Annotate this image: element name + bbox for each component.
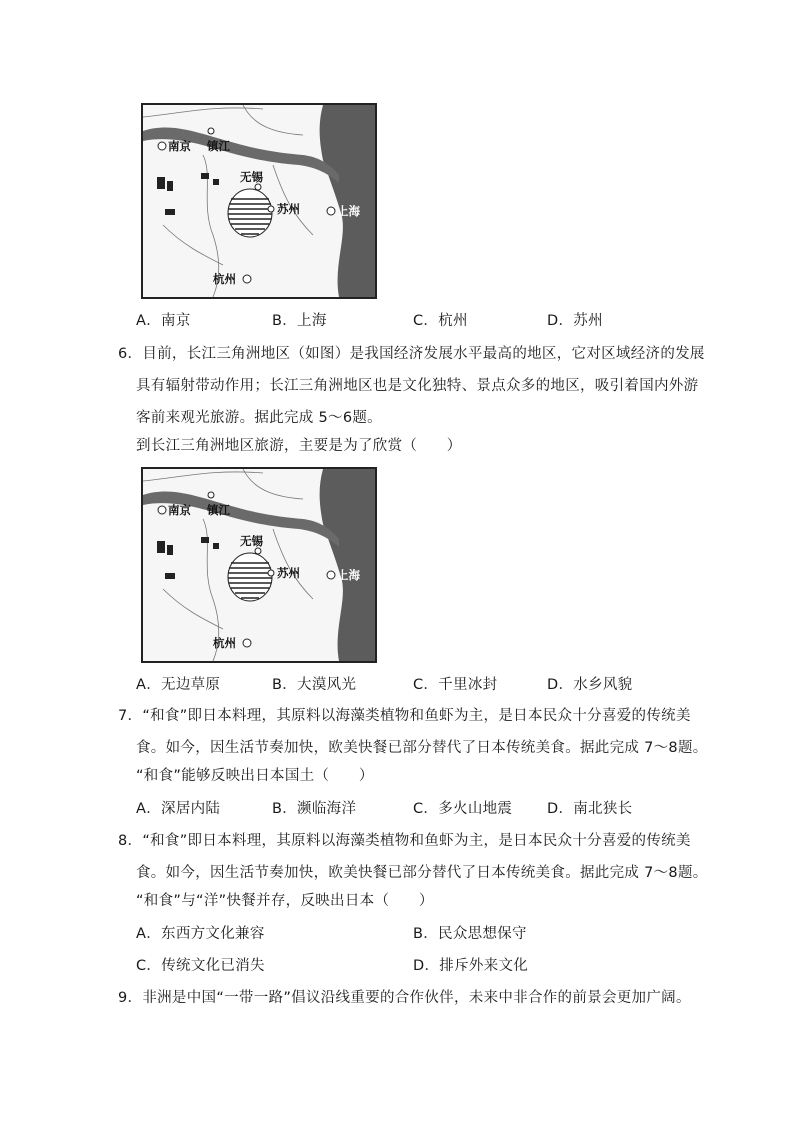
q5-option-b: B．上海 bbox=[272, 313, 327, 329]
q6-option-a: A．无边草原 bbox=[136, 677, 221, 693]
label-shanghai: 上海 bbox=[337, 204, 360, 218]
label-suzhou: 苏州 bbox=[277, 566, 300, 580]
yangtze-delta-map-1 bbox=[141, 103, 377, 299]
q6-line-3: 客前来观光旅游。据此完成 5～6题。 bbox=[136, 410, 382, 426]
q8-stem: “和食”与“洋”快餐并存，反映出日本（ ） bbox=[136, 893, 434, 909]
label-nanjing: 南京 bbox=[168, 139, 191, 153]
q6-line-2: 具有辐射带动作用；长江三角洲地区也是文化独特、景点众多的地区，吸引着国内外游 bbox=[136, 378, 699, 394]
label-hangzhou: 杭州 bbox=[213, 272, 236, 286]
q8-line-1: 8．“和食”即日本料理，其原料以海藻类植物和鱼虾为主，是日本民众十分喜爱的传统美 bbox=[118, 833, 691, 849]
q7-stem: “和食”能够反映出日本国土（ ） bbox=[136, 768, 374, 784]
q5-option-a: A．南京 bbox=[136, 313, 191, 329]
label-suzhou: 苏州 bbox=[277, 202, 300, 216]
q6-option-b: B．大漠风光 bbox=[272, 677, 357, 693]
label-wuxi: 无锡 bbox=[240, 534, 263, 548]
q8-option-c: C．传统文化已消失 bbox=[136, 958, 265, 974]
q8-option-d: D．排斥外来文化 bbox=[413, 958, 529, 974]
q8-option-a: A．东西方文化兼容 bbox=[136, 926, 265, 942]
yangtze-delta-map-2 bbox=[141, 467, 377, 663]
q7-option-a: A．深居内陆 bbox=[136, 801, 221, 817]
q9-line-1: 9．非洲是中国“一带一路”倡议沿线重要的合作伙伴，未来中非合作的前景会更加广阔。 bbox=[118, 990, 691, 1006]
label-zhenjiang: 镇江 bbox=[207, 503, 230, 517]
q8-line-2: 食。如今，因生活节奏加快，欧美快餐已部分替代了日本传统美食。据此完成 7～8题。 bbox=[136, 865, 708, 881]
q7-option-b: B．濒临海洋 bbox=[272, 801, 357, 817]
q6-line-1: 6．目前，长江三角洲地区（如图）是我国经济发展水平最高的地区，它对区域经济的发展 bbox=[118, 346, 705, 362]
label-zhenjiang: 镇江 bbox=[207, 139, 230, 153]
q6-stem: 到长江三角洲地区旅游，主要是为了欣赏（ ） bbox=[136, 438, 462, 454]
label-wuxi: 无锡 bbox=[240, 170, 263, 184]
q8-option-b: B．民众思想保守 bbox=[413, 926, 527, 942]
label-shanghai: 上海 bbox=[337, 568, 360, 582]
q5-option-c: C．杭州 bbox=[413, 313, 468, 329]
q5-option-d: D．苏州 bbox=[547, 313, 603, 329]
q7-option-d: D．南北狭长 bbox=[547, 801, 633, 817]
q7-option-c: C．多火山地震 bbox=[413, 801, 513, 817]
q7-line-1: 7．“和食”即日本料理，其原料以海藻类植物和鱼虾为主，是日本民众十分喜爱的传统美 bbox=[118, 708, 691, 724]
label-nanjing: 南京 bbox=[168, 503, 191, 517]
map-graphic bbox=[143, 469, 375, 661]
map-graphic bbox=[143, 105, 375, 297]
q7-line-2: 食。如今，因生活节奏加快，欧美快餐已部分替代了日本传统美食。据此完成 7～8题。 bbox=[136, 740, 708, 756]
label-hangzhou: 杭州 bbox=[213, 636, 236, 650]
q6-option-c: C．千里冰封 bbox=[413, 677, 498, 693]
q6-option-d: D．水乡风貌 bbox=[547, 677, 633, 693]
